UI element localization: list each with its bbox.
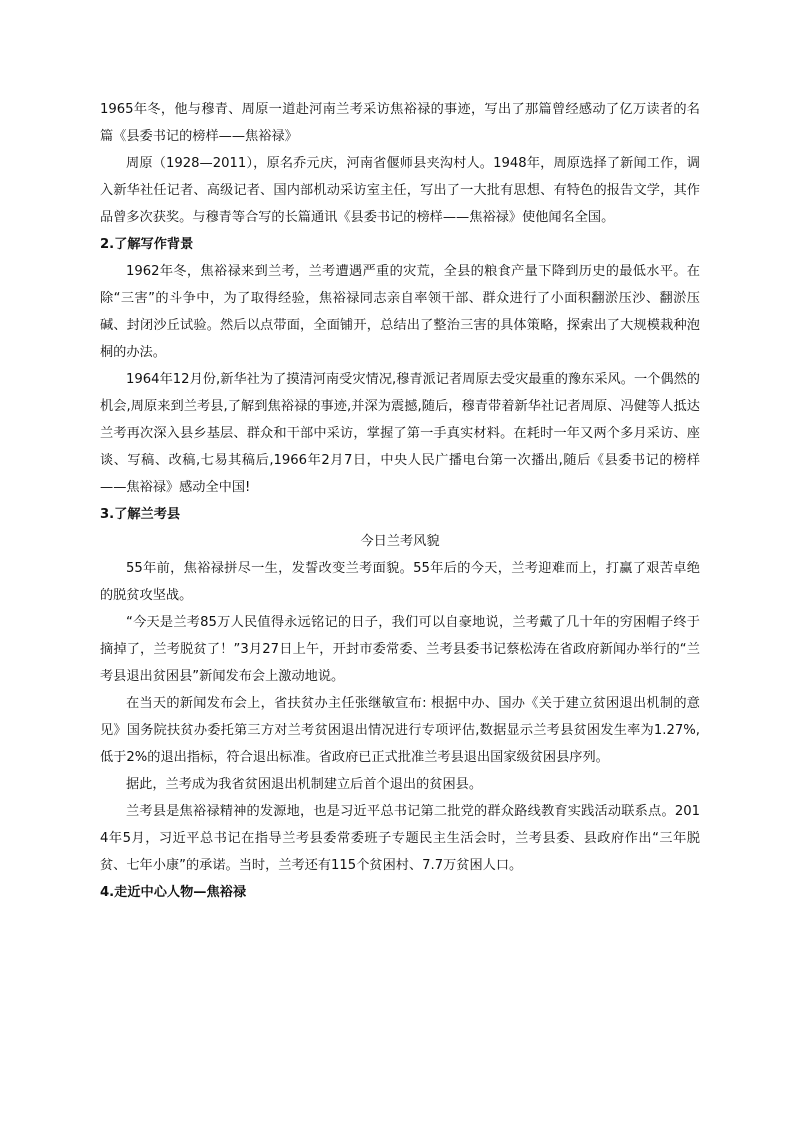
paragraph-first-exit: 据此，兰考成为我省贫困退出机制建立后首个退出的贫困县。 <box>126 777 483 792</box>
paragraph-lankao-55-years: 55年前，焦裕禄拼尽一生，发誓改变兰考面貌。55年后的今天，兰考迎难而上，打赢了艰苦卓绝的脱贫攻坚战。 <box>100 561 700 603</box>
paragraph-press-conference: 在当天的新闻发布会上，省扶贫办主任张继敏宣布: 根据中办、国办《关于建立贫困退出机制的意见》国务院扶贫办委托第三方对兰考贫困退出情况进行专项评估,数据显示兰考县贫困发生率为1.27%,低于2%的退出指标，符合退出标准。省政府已正式批准兰考县退出国家级贫困县序列。 <box>100 696 700 765</box>
paragraph-lankao-origin: 兰考县是焦裕禄精神的发源地，也是习近平总书记第二批党的群众路线教育实践活动联系点。2014年5月，习近平总书记在指导兰考县委常委班子专题民主生活会时，兰考县委、县政府作出“三年脱贫、七年小康”的承诺。当时，兰考还有115个贫困村、7.7万贫困人口。 <box>100 804 700 873</box>
paragraph-author-intro: 1965年冬，他与穆青、周原一道赴河南兰考采访焦裕禄的事迹，写出了那篇曾经感动了亿万读者的名篇《县委书记的榜样——焦裕禄》 <box>100 102 700 144</box>
section-heading-lankao: 3.了解兰考县 <box>100 507 181 522</box>
paragraph-lankao-quote: “今天是兰考85万人民值得永远铭记的日子，我们可以自豪地说，兰考戴了几十年的穷困帽子终于摘掉了，兰考脱贫了！”3月27日上午，开封市委常委、兰考县委书记蔡松涛在省政府新闻办举行的“兰考县退出贫困县”新闻发布会上激动地说。 <box>100 615 700 684</box>
section-heading-jiao-yulu: 4.走近中心人物—焦裕禄 <box>100 885 247 900</box>
paragraph-background-1962: 1962年冬，焦裕禄来到兰考，兰考遭遇严重的灾荒，全县的粮食产量下降到历史的最低水平。在除“三害”的斗争中，为了取得经验，焦裕禄同志亲自率领干部、群众进行了小面积翻淤压沙、翻淤压碱、封闭沙丘试验。然后以点带面，全面铺开，总结出了整治三害的具体策略，探索出了大规模栽种泡桐的办法。 <box>100 264 700 360</box>
article-title: 今日兰考风貌 <box>360 534 440 549</box>
document-body <box>100 96 700 906</box>
paragraph-zhou-yuan-bio: 周原（1928—2011），原名乔元庆，河南省偃师县夹沟村人。1948年，周原选择了新闻工作，调入新华社任记者、高级记者、国内部机动采访室主任，写出了一大批有思想、有特色的报告文学，其作品曾多次获奖。与穆青等合写的长篇通讯《县委书记的榜样——焦裕禄》使他闻名全国。 <box>100 156 700 225</box>
paragraph-background-1964: 1964年12月份,新华社为了摸清河南受灾情况,穆青派记者周原去受灾最重的豫东采风。一个偶然的机会,周原来到兰考县,了解到焦裕禄的事迹,并深为震撼,随后，穆青带着新华社记者周原、冯健等人抵达兰考再次深入县乡基层、群众和干部中采访，掌握了第一手真实材料。在耗时一年又两个多月采访、座谈、写稿、改稿,七易其稿后,1966年2月7日，中央人民广播电台第一次播出,随后《县委书记的榜样——焦裕禄》感动全中国! <box>100 372 700 495</box>
section-heading-background: 2.了解写作背景 <box>100 237 194 252</box>
